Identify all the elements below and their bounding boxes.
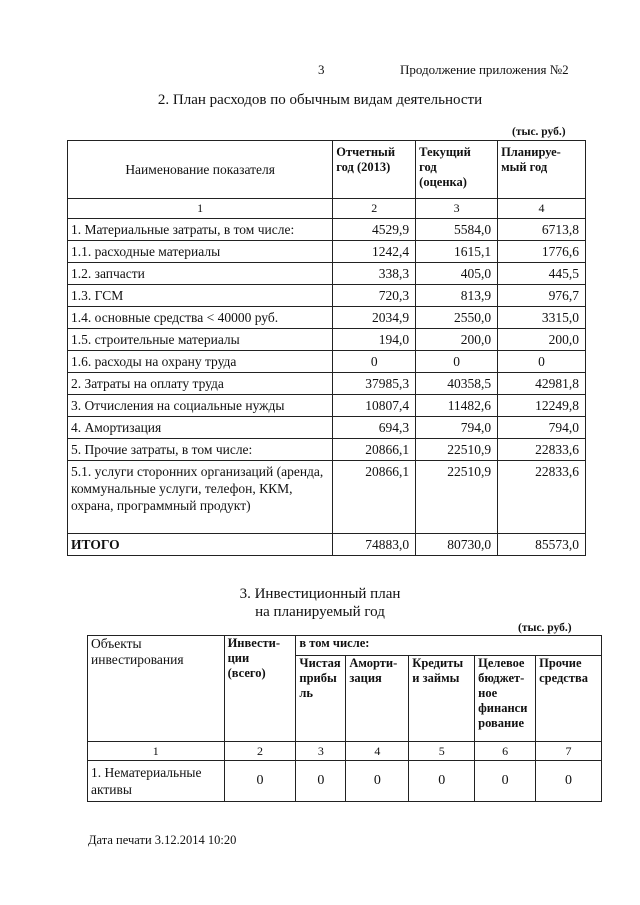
row-name: 1.1. расходные материалы xyxy=(68,241,333,263)
column-number: 1 xyxy=(68,199,333,219)
row-other: 0 xyxy=(536,761,602,802)
table-row xyxy=(68,241,586,263)
column-number: 4 xyxy=(346,742,409,761)
row-budget: 0 xyxy=(475,761,536,802)
column-number-row xyxy=(88,742,602,761)
row-planned: 0 xyxy=(498,351,586,373)
row-reported: 1242,4 xyxy=(333,241,416,263)
row-planned: 794,0 xyxy=(498,417,586,439)
column-number: 5 xyxy=(409,742,475,761)
row-reported: 0 xyxy=(333,351,416,373)
column-number: 3 xyxy=(416,199,498,219)
row-name: 5.1. услуги сторонних организаций (аренда, коммунальные услуги, телефон, ККМ, охрана, программный продукт) xyxy=(68,461,333,534)
investment-plan-subtitle: на планируемый год xyxy=(255,604,385,620)
row-name: 1. Нематериальные активы xyxy=(88,761,225,802)
investment-plan-table xyxy=(87,635,602,802)
row-planned: 22833,6 xyxy=(498,439,586,461)
row-planned: 3315,0 xyxy=(498,307,586,329)
row-reported: 694,3 xyxy=(333,417,416,439)
table-row xyxy=(68,329,586,351)
row-current: 22510,9 xyxy=(416,439,498,461)
row-reported: 20866,1 xyxy=(333,461,416,534)
column-header-depreciation: Аморти- зация xyxy=(346,656,409,742)
page-number: 3 xyxy=(318,62,325,77)
row-current: 405,0 xyxy=(416,263,498,285)
table-row xyxy=(68,263,586,285)
row-reported: 37985,3 xyxy=(333,373,416,395)
table-row xyxy=(68,307,586,329)
row-planned: 42981,8 xyxy=(498,373,586,395)
total-planned: 85573,0 xyxy=(498,534,586,556)
row-reported: 720,3 xyxy=(333,285,416,307)
table-header-row xyxy=(68,141,586,199)
column-number: 2 xyxy=(224,742,296,761)
row-reported: 2034,9 xyxy=(333,307,416,329)
table-header-row xyxy=(88,636,602,656)
row-planned: 22833,6 xyxy=(498,461,586,534)
row-name: 4. Амортизация xyxy=(68,417,333,439)
column-header-including: в том числе: xyxy=(296,636,602,656)
row-planned: 1776,6 xyxy=(498,241,586,263)
investment-plan-units: (тыс. руб.) xyxy=(518,622,572,634)
expense-plan-table xyxy=(67,140,586,556)
total-label: ИТОГО xyxy=(68,534,333,556)
table-row xyxy=(68,461,586,534)
row-planned: 6713,8 xyxy=(498,219,586,241)
row-name: 1.6. расходы на охрану труда xyxy=(68,351,333,373)
row-current: 813,9 xyxy=(416,285,498,307)
row-planned: 12249,8 xyxy=(498,395,586,417)
column-header-objects: Объекты инвестирования xyxy=(88,636,225,742)
investment-plan-title: 3. Инвестиционный план xyxy=(239,586,401,602)
column-header-budget: Целевое бюджет- ное финанси рование xyxy=(475,656,536,742)
appendix-continuation-label: Продолжение приложения №2 xyxy=(400,62,569,77)
row-name: 5. Прочие затраты, в том числе: xyxy=(68,439,333,461)
row-planned: 445,5 xyxy=(498,263,586,285)
column-header-loans: Кредиты и займы xyxy=(409,656,475,742)
column-header-name: Наименование показателя xyxy=(68,141,333,199)
row-current: 0 xyxy=(416,351,498,373)
row-name: 1.3. ГСМ xyxy=(68,285,333,307)
row-total: 0 xyxy=(224,761,296,802)
column-number: 1 xyxy=(88,742,225,761)
column-number: 2 xyxy=(333,199,416,219)
row-current: 40358,5 xyxy=(416,373,498,395)
column-number: 4 xyxy=(498,199,586,219)
row-current: 794,0 xyxy=(416,417,498,439)
column-header-reported: Отчетный год (2013) xyxy=(333,141,416,199)
row-current: 2550,0 xyxy=(416,307,498,329)
row-current: 5584,0 xyxy=(416,219,498,241)
row-reported: 194,0 xyxy=(333,329,416,351)
row-net-profit: 0 xyxy=(296,761,346,802)
table-row xyxy=(88,761,602,802)
table-row xyxy=(68,439,586,461)
row-reported: 4529,9 xyxy=(333,219,416,241)
row-current: 22510,9 xyxy=(416,461,498,534)
table-row xyxy=(68,395,586,417)
column-header-total: Инвести- ции (всего) xyxy=(224,636,296,742)
table-row xyxy=(68,417,586,439)
column-header-other: Прочие средства xyxy=(536,656,602,742)
expense-plan-title: 2. План расходов по обычным видам деятельности xyxy=(157,92,483,108)
table-row xyxy=(68,373,586,395)
table-row xyxy=(68,285,586,307)
table-row xyxy=(68,351,586,373)
total-reported: 74883,0 xyxy=(333,534,416,556)
column-number: 3 xyxy=(296,742,346,761)
total-current: 80730,0 xyxy=(416,534,498,556)
row-depreciation: 0 xyxy=(346,761,409,802)
row-name: 2. Затраты на оплату труда xyxy=(68,373,333,395)
table-row xyxy=(68,219,586,241)
row-name: 1. Материальные затраты, в том числе: xyxy=(68,219,333,241)
row-name: 1.5. строительные материалы xyxy=(68,329,333,351)
row-planned: 976,7 xyxy=(498,285,586,307)
row-current: 11482,6 xyxy=(416,395,498,417)
row-reported: 10807,4 xyxy=(333,395,416,417)
column-header-planned: Планируе- мый год xyxy=(498,141,586,199)
expense-plan-units: (тыс. руб.) xyxy=(512,126,566,138)
row-name: 1.2. запчасти xyxy=(68,263,333,285)
row-name: 1.4. основные средства < 40000 руб. xyxy=(68,307,333,329)
row-reported: 338,3 xyxy=(333,263,416,285)
table-total-row xyxy=(68,534,586,556)
column-number: 7 xyxy=(536,742,602,761)
column-number-row xyxy=(68,199,586,219)
row-planned: 200,0 xyxy=(498,329,586,351)
row-current: 1615,1 xyxy=(416,241,498,263)
print-date: Дата печати 3.12.2014 10:20 xyxy=(88,833,237,847)
column-number: 6 xyxy=(475,742,536,761)
row-reported: 20866,1 xyxy=(333,439,416,461)
row-name: 3. Отчисления на социальные нужды xyxy=(68,395,333,417)
row-current: 200,0 xyxy=(416,329,498,351)
column-header-net-profit: Чистая прибы ль xyxy=(296,656,346,742)
column-header-current: Текущий год (оценка) xyxy=(416,141,498,199)
row-loans: 0 xyxy=(409,761,475,802)
